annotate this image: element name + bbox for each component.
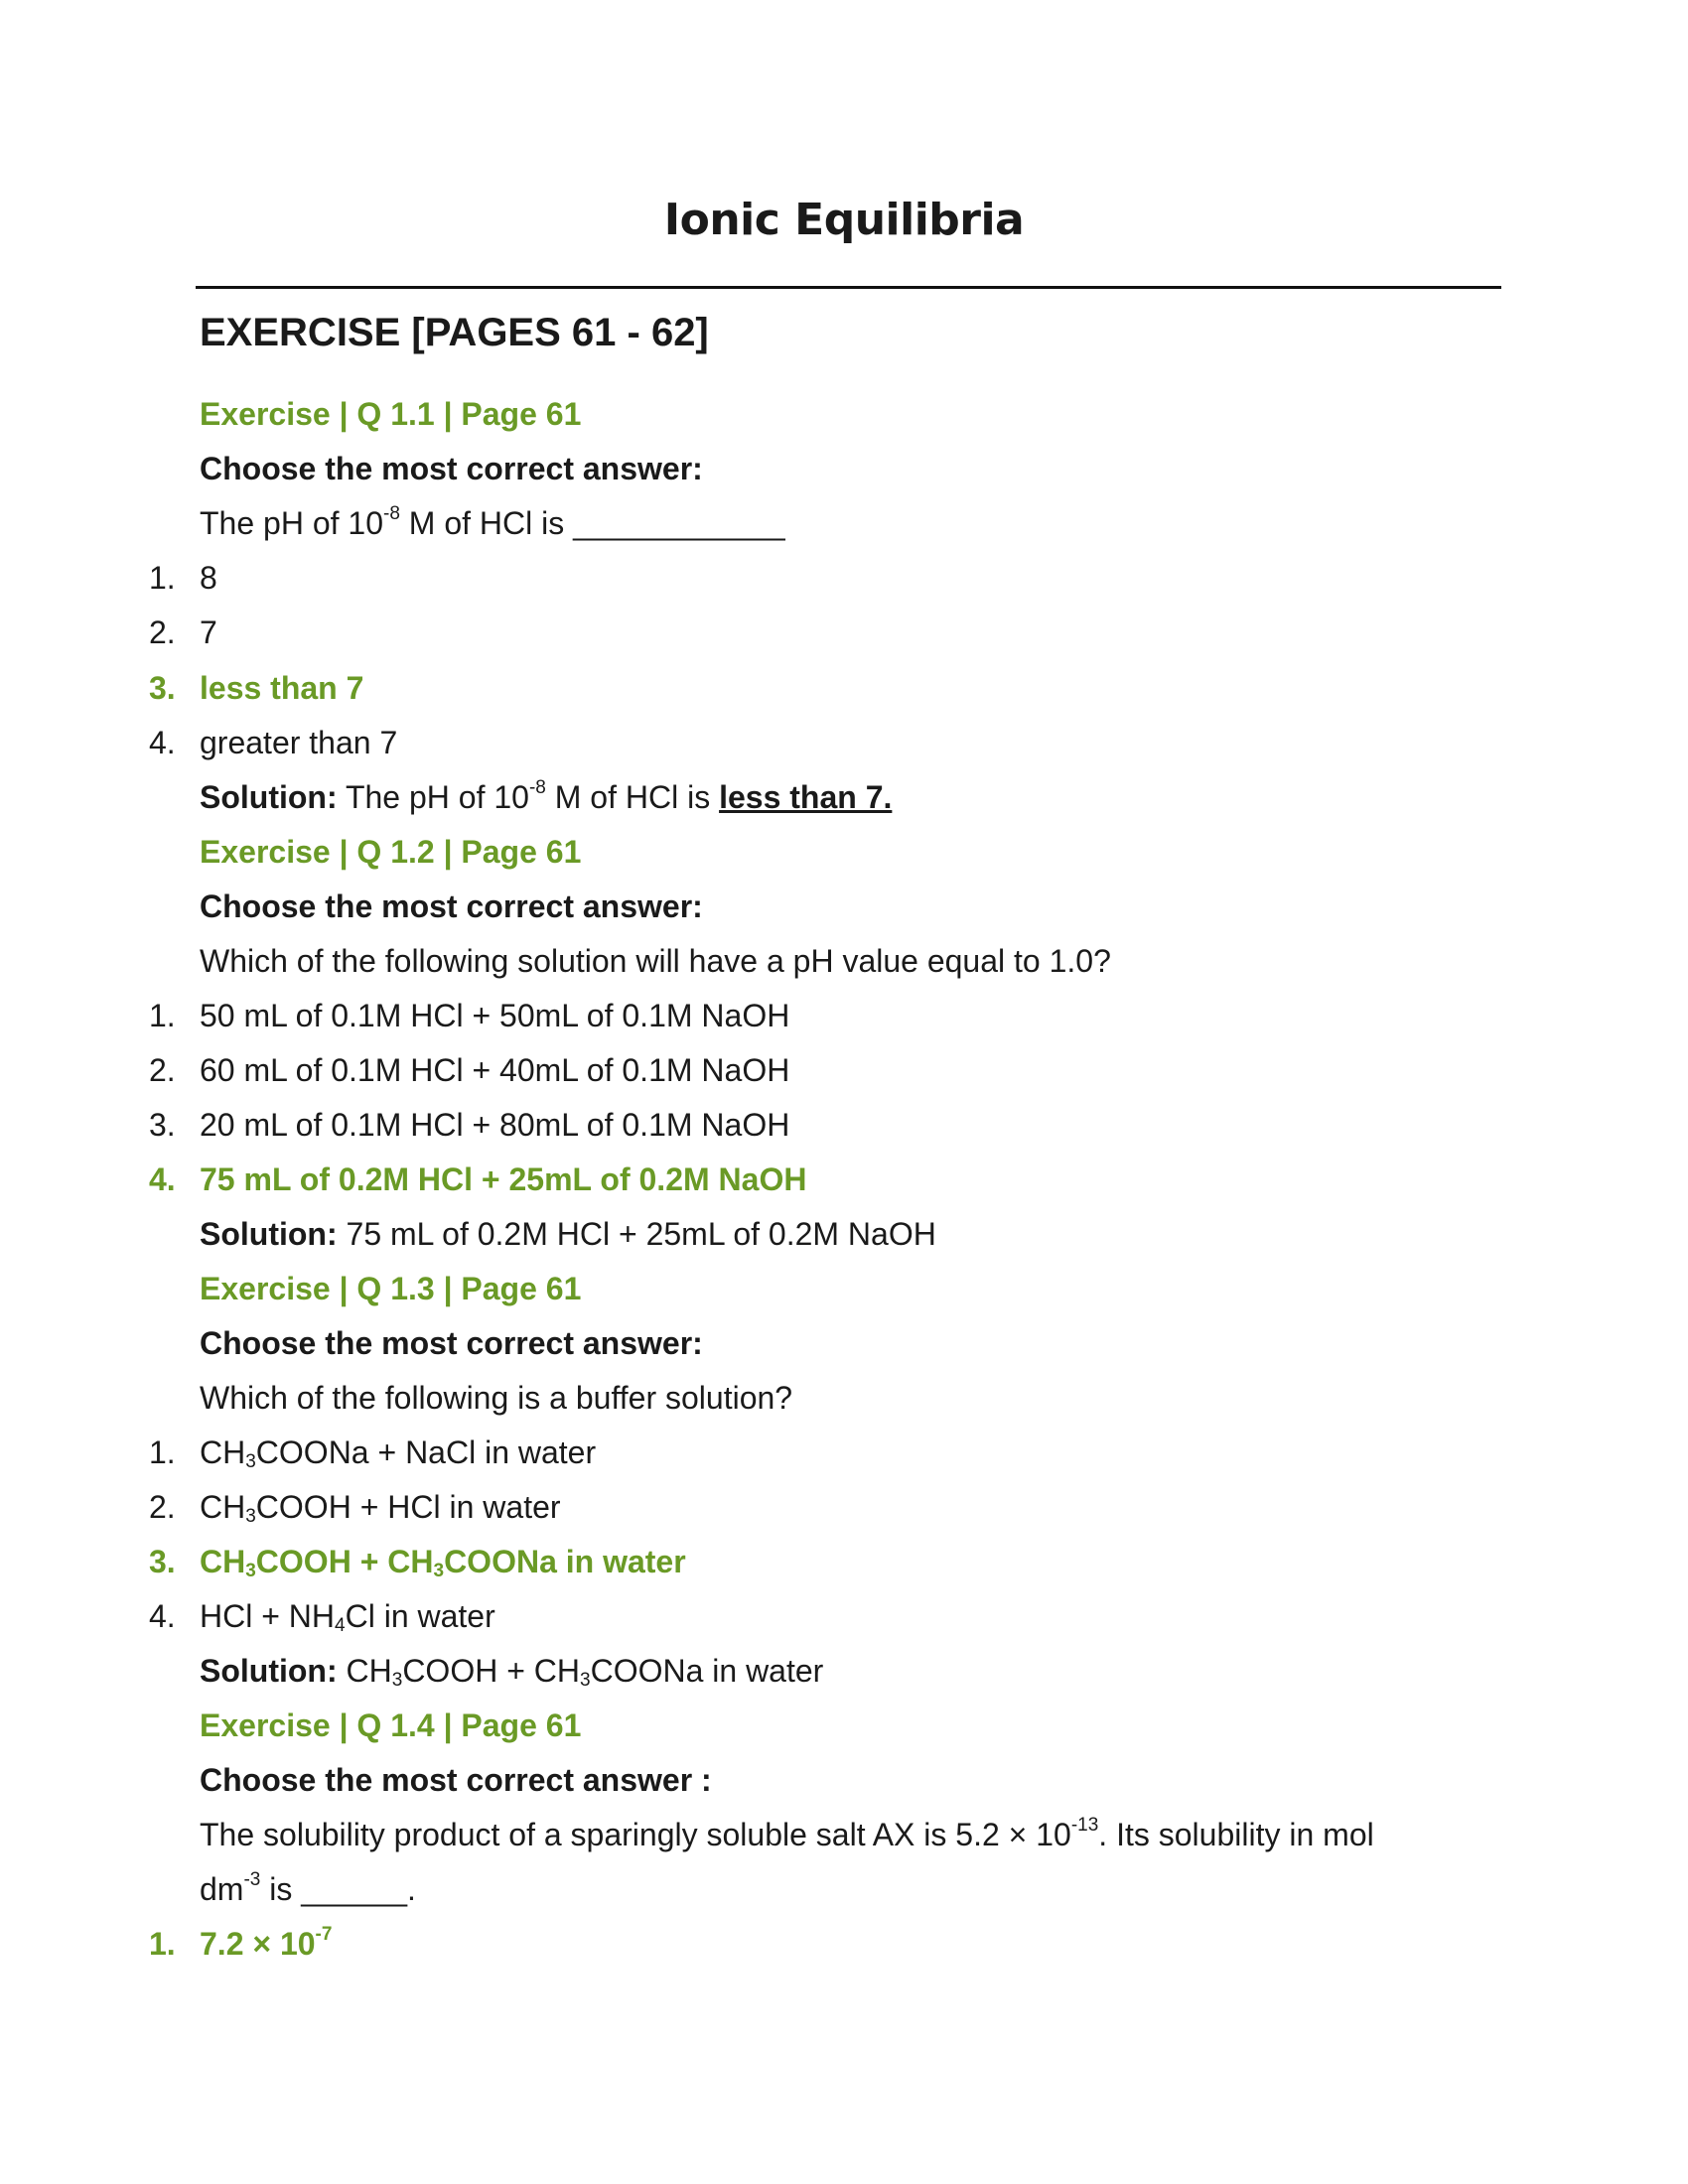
question-header-q1-2: Exercise | Q 1.2 | Page 61 [200, 834, 582, 870]
option-q1-2-3: 3. 20 mL of 0.1M HCl + 80mL of 0.1M NaOH [149, 1107, 790, 1143]
option-q1-1-1: 1. 8 [149, 560, 217, 596]
question-text-q1-3: Which of the following is a buffer solution? [200, 1380, 793, 1416]
page-title: Ionic Equilibria [663, 195, 1025, 245]
option-q1-3-4: 4. HCl + $NH_4Cl$ in water [149, 1598, 495, 1636]
question-header-q1-4: Exercise | Q 1.4 | Page 61 [200, 1707, 582, 1743]
option-q1-2-2: 2. 60 mL of 0.1M HCl + 40mL of 0.1M NaOH [149, 1052, 790, 1088]
option-q1-2-4-correct: 4. 75 mL of 0.2M HCl + 25mL of 0.2M NaOH [149, 1161, 807, 1197]
option-q1-3-1: 1. $CH_3COONa$ + NaCl in water [149, 1434, 597, 1472]
solution-q1-1: Solution: The pH of $10^{-8}$ M of HCl is less than 7. [200, 777, 893, 815]
solution-q1-3: Solution: $CH_3COOH$ + $CH_3COONa$ in water [200, 1653, 824, 1691]
option-q1-1-4: 4. greater than 7 [149, 725, 398, 760]
option-q1-3-2: 2. $CH_3COOH$ + HCl in water [149, 1489, 561, 1527]
question-instruction-q1-3: Choose the most correct answer: [200, 1325, 703, 1361]
question-instruction-q1-1: Choose the most correct answer: [200, 451, 703, 486]
question-text-q1-2: Which of the following solution will have a pH value equal to 1.0? [200, 943, 1111, 979]
question-text-q1-4-line2: $dm^{-3}$ is ______. [200, 1869, 416, 1907]
question-text-q1-1: The pH of $10^{-8}$ M of HCl is ____________ [200, 503, 785, 541]
question-instruction-q1-2: Choose the most correct answer: [200, 888, 703, 924]
option-q1-2-1: 1. 50 mL of 0.1M HCl + 50mL of 0.1M NaOH [149, 998, 790, 1033]
question-text-q1-4-line1: The solubility product of a sparingly soluble salt AX is $5.2 \times 10^{-13}$. Its solubility in mol [200, 1815, 1374, 1852]
question-header-q1-3: Exercise | Q 1.3 | Page 61 [200, 1271, 582, 1306]
question-header-q1-1: Exercise | Q 1.1 | Page 61 [200, 396, 582, 432]
option-q1-1-3-correct: 3. less than 7 [149, 670, 364, 706]
option-q1-1-2: 2. 7 [149, 614, 217, 650]
option-q1-4-1-correct: 1. $7.2 \times 10^{-7}$ [149, 1924, 333, 1962]
question-instruction-q1-4: Choose the most correct answer : [200, 1762, 712, 1798]
solution-q1-2: Solution: 75 mL of 0.2M HCl + 25mL of 0.2M NaOH [200, 1216, 936, 1252]
section-heading: EXERCISE [PAGES 61 - 62] [200, 311, 709, 354]
option-q1-3-3-correct: 3. $CH_3COOH$ + $CH_3COONa$ in water [149, 1544, 686, 1581]
title-divider [196, 286, 1501, 289]
